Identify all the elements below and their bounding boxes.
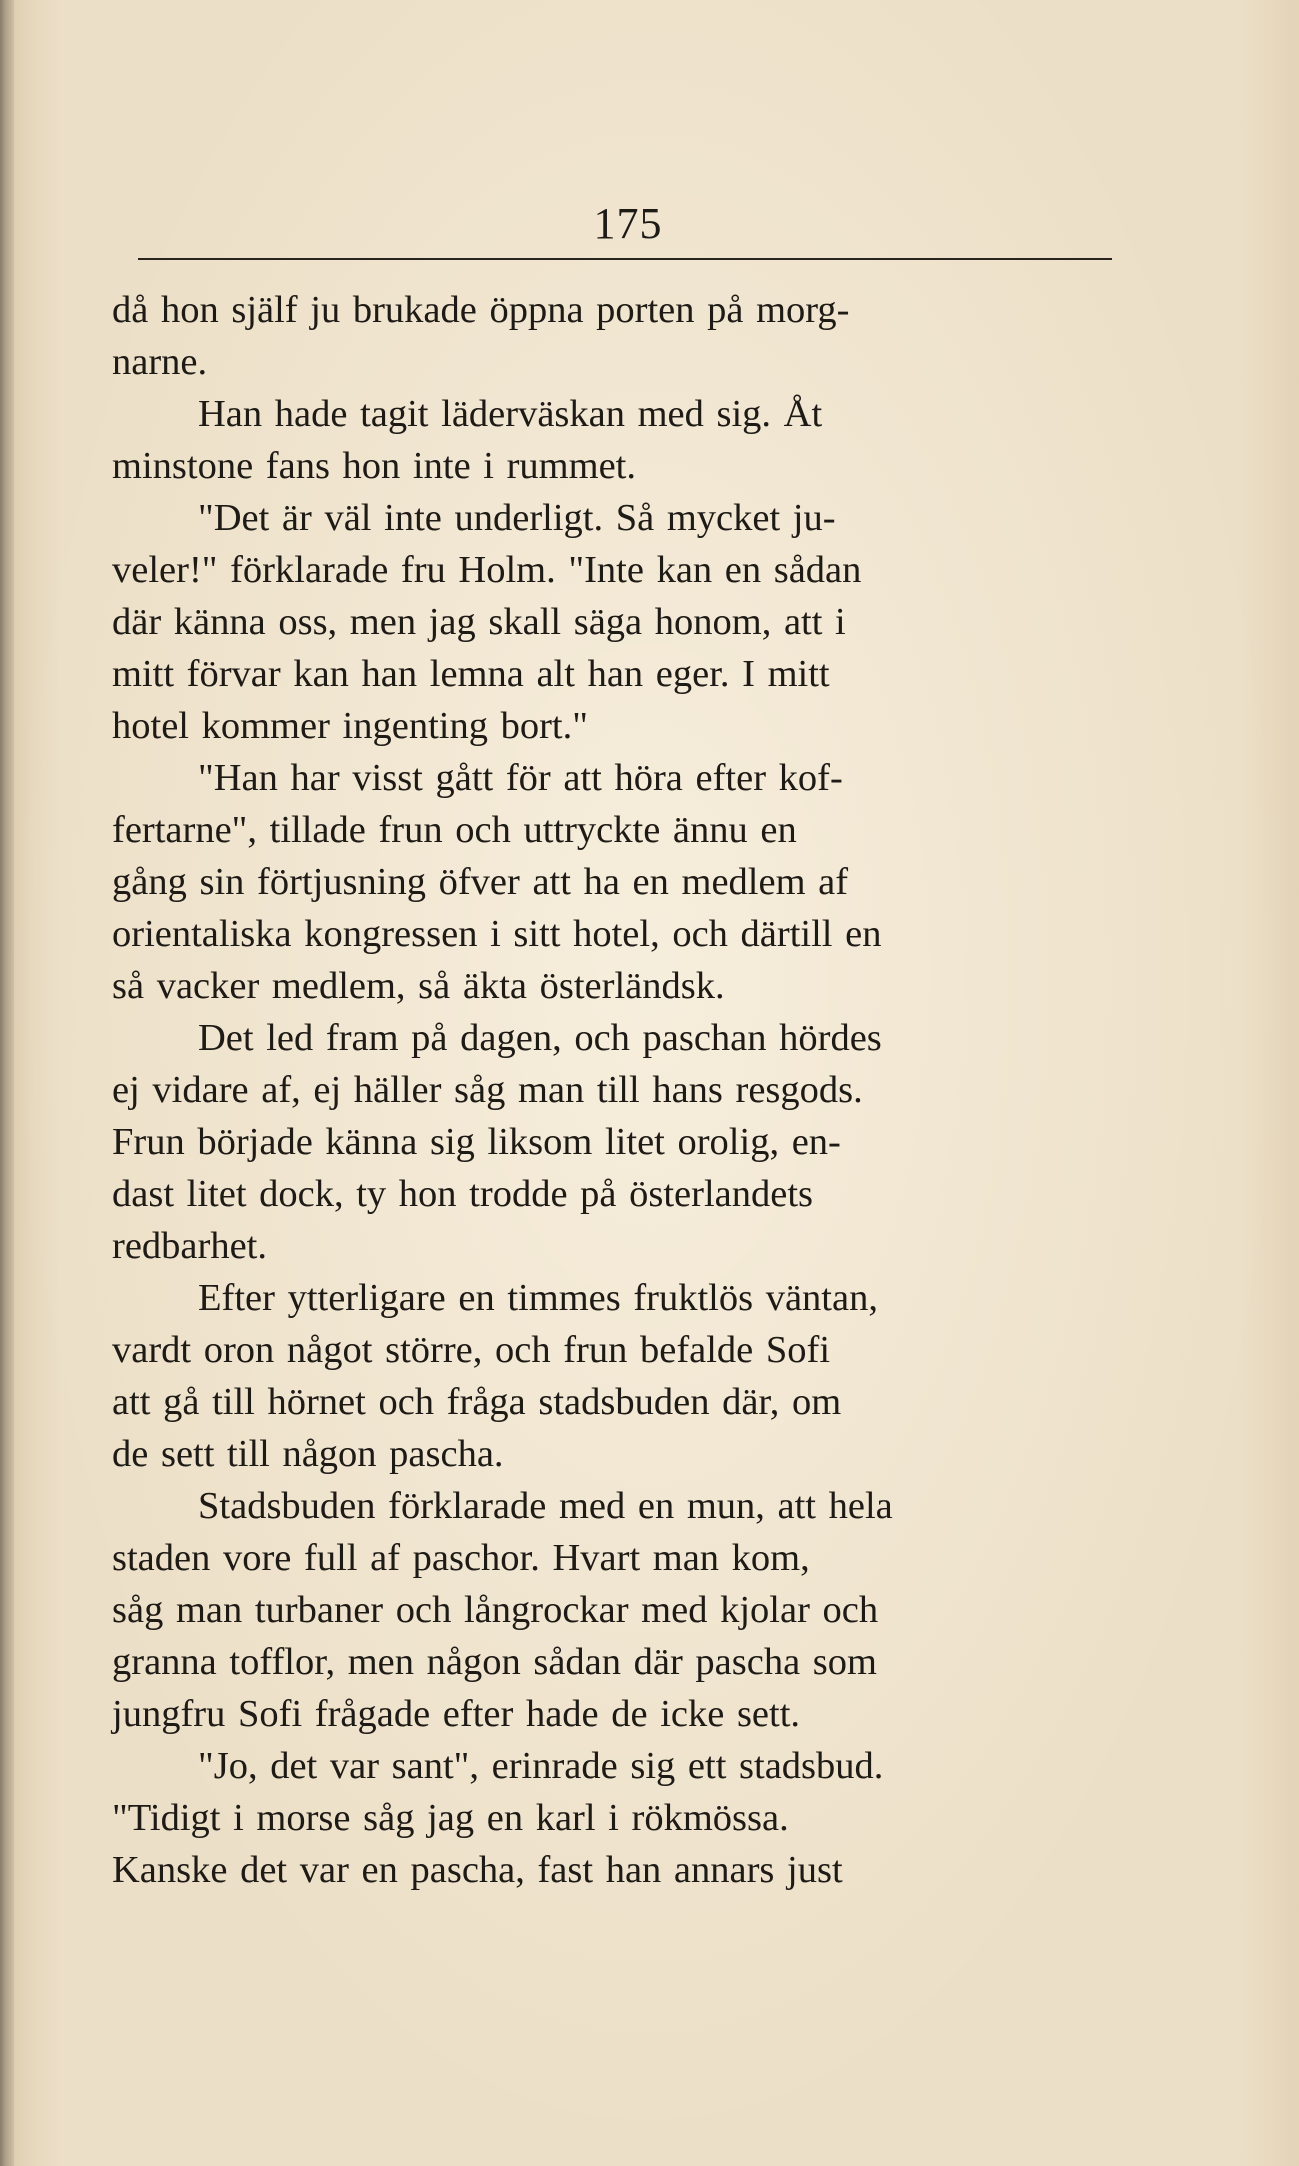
text-line: jungfru Sofi frågade efter hade de icke sett.	[112, 1693, 801, 1735]
text-line: såg man turbaner och långrockar med kjolar och	[112, 1589, 879, 1631]
text-line: att gå till hörnet och fråga stadsbuden där, om	[112, 1381, 842, 1423]
text-line: Stadsbuden förklarade med en mun, att hela	[198, 1485, 893, 1527]
text-line: mitt förvar kan han lemna alt han eger. I mitt	[112, 653, 830, 695]
text-line: dast litet dock, ty hon trodde på österlandets	[112, 1173, 814, 1215]
text-line: "Det är väl inte underligt. Så mycket ju-	[198, 497, 836, 539]
header-rule	[138, 258, 1112, 260]
text-line: vardt oron något större, och frun befalde Sofi	[112, 1329, 831, 1371]
text-line: staden vore full af paschor. Hvart man kom,	[112, 1537, 810, 1579]
text-line: Kanske det var en pascha, fast han annars just	[112, 1849, 843, 1891]
text-line: Efter ytterligare en timmes fruktlös väntan,	[198, 1277, 878, 1319]
text-line: "Tidigt i morse såg jag en karl i rökmössa.	[112, 1797, 789, 1839]
page-number: 175	[593, 199, 663, 248]
text-line: Det led fram på dagen, och paschan hördes	[198, 1017, 882, 1059]
text-line: "Jo, det var sant", erinrade sig ett stadsbud.	[198, 1745, 884, 1787]
text-line: minstone fans hon inte i rummet.	[112, 445, 636, 487]
text-line: orientaliska kongressen i sitt hotel, och därtill en	[112, 913, 882, 955]
text-line: Han hade tagit läderväskan med sig. Åt	[198, 393, 823, 435]
text-line: Frun började känna sig liksom litet orolig, en-	[112, 1121, 841, 1163]
text-line: ej vidare af, ej häller såg man till hans resgods.	[112, 1069, 863, 1111]
text-line: där känna oss, men jag skall säga honom, att i	[112, 601, 846, 643]
text-line: veler!" förklarade fru Holm. "Inte kan en sådan	[112, 549, 862, 591]
text-line: hotel kommer ingenting bort."	[112, 705, 588, 747]
text-line: granna tofflor, men någon sådan där pascha som	[112, 1641, 877, 1683]
text-line: fertarne", tillade frun och uttryckte ännu en	[112, 809, 797, 851]
text-line: de sett till någon pascha.	[112, 1433, 504, 1475]
text-line: narne.	[112, 341, 208, 383]
text-line: gång sin förtjusning öfver att ha en medlem af	[112, 861, 849, 903]
text-line: så vacker medlem, så äkta österländsk.	[112, 965, 725, 1007]
book-spine-shadow	[0, 0, 14, 2166]
text-line: då hon själf ju brukade öppna porten på morg-	[112, 289, 850, 331]
text-line: "Han har visst gått för att höra efter kof-	[198, 757, 843, 799]
text-line: redbarhet.	[112, 1225, 267, 1267]
body-text	[112, 282, 1097, 1891]
